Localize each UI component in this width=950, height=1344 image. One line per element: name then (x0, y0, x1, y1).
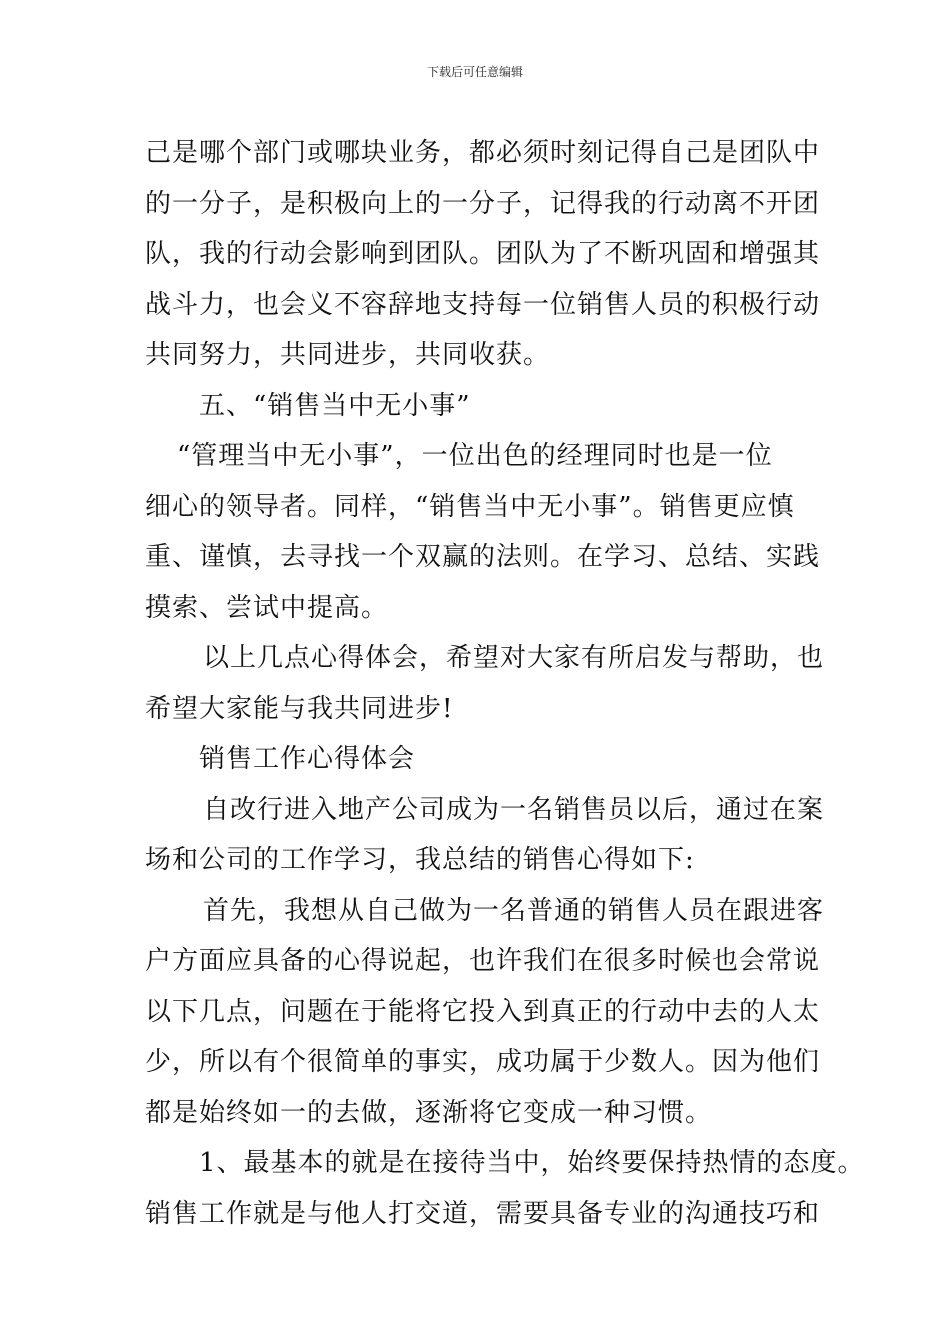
text-line: 队，我的行动会影响到团队。团队为了不断巩固和增强其 (145, 239, 821, 269)
document-body (145, 128, 865, 1239)
text-line: 共同努力，共同进步，共同收获。 (145, 340, 551, 370)
text-line: 少，所以有个很简单的事实，成功属于少数人。因为他们 (145, 1047, 821, 1077)
text-line: 战斗力，也会义不容辞地支持每一位销售人员的积极行动 (145, 289, 821, 320)
text-line: 场和公司的工作学习，我总结的销售心得如下: (145, 845, 695, 875)
text-line: 户方面应具备的心得说起，也许我们在很多时候也会常说 (145, 946, 821, 976)
text-line: 以下几点，问题在于能将它投入到真正的行动中去的人太 (145, 996, 821, 1027)
text-line: 的一分子，是积极向上的一分子，记得我的行动离不开团 (145, 188, 821, 219)
text-line: 己是哪个部门或哪块业务，都必须时刻记得自己是团队中 (145, 138, 821, 168)
section-heading: 销售工作心得体会 (199, 744, 416, 774)
text-line: 摸索、尝试中提高。 (145, 592, 389, 623)
text-line: 细心的领导者。同样，“销售当中无小事”。销售更应慎 (145, 491, 795, 522)
page-header-note: 下载后可任意编辑 (426, 65, 523, 79)
section-heading: 五、“销售当中无小事” (199, 390, 471, 421)
text-line: 以上几点心得体会，希望对大家有所启发与帮助，也 (203, 643, 825, 673)
text-line: 首先，我想从自己做为一名普通的销售人员在跟进客 (203, 895, 825, 926)
text-line: 自改行进入地产公司成为一名销售员以后，通过在案 (203, 794, 825, 825)
text-line: “管理当中无小事”，一位出色的经理同时也是一位 (177, 441, 773, 471)
text-line: 都是始终如一的去做，逐渐将它变成一种习惯。 (145, 1097, 713, 1128)
text-line: 重、谨慎，去寻找一个双赢的法则。在学习、总结、实践 (145, 542, 821, 572)
text-line: 1、最基本的就是在接待当中，始终要保持热情的态度。 (199, 1148, 865, 1178)
text-line: 销售工作就是与他人打交道，需要具备专业的沟通技巧和 (145, 1198, 821, 1229)
text-line: 希望大家能与我共同进步! (145, 693, 454, 724)
